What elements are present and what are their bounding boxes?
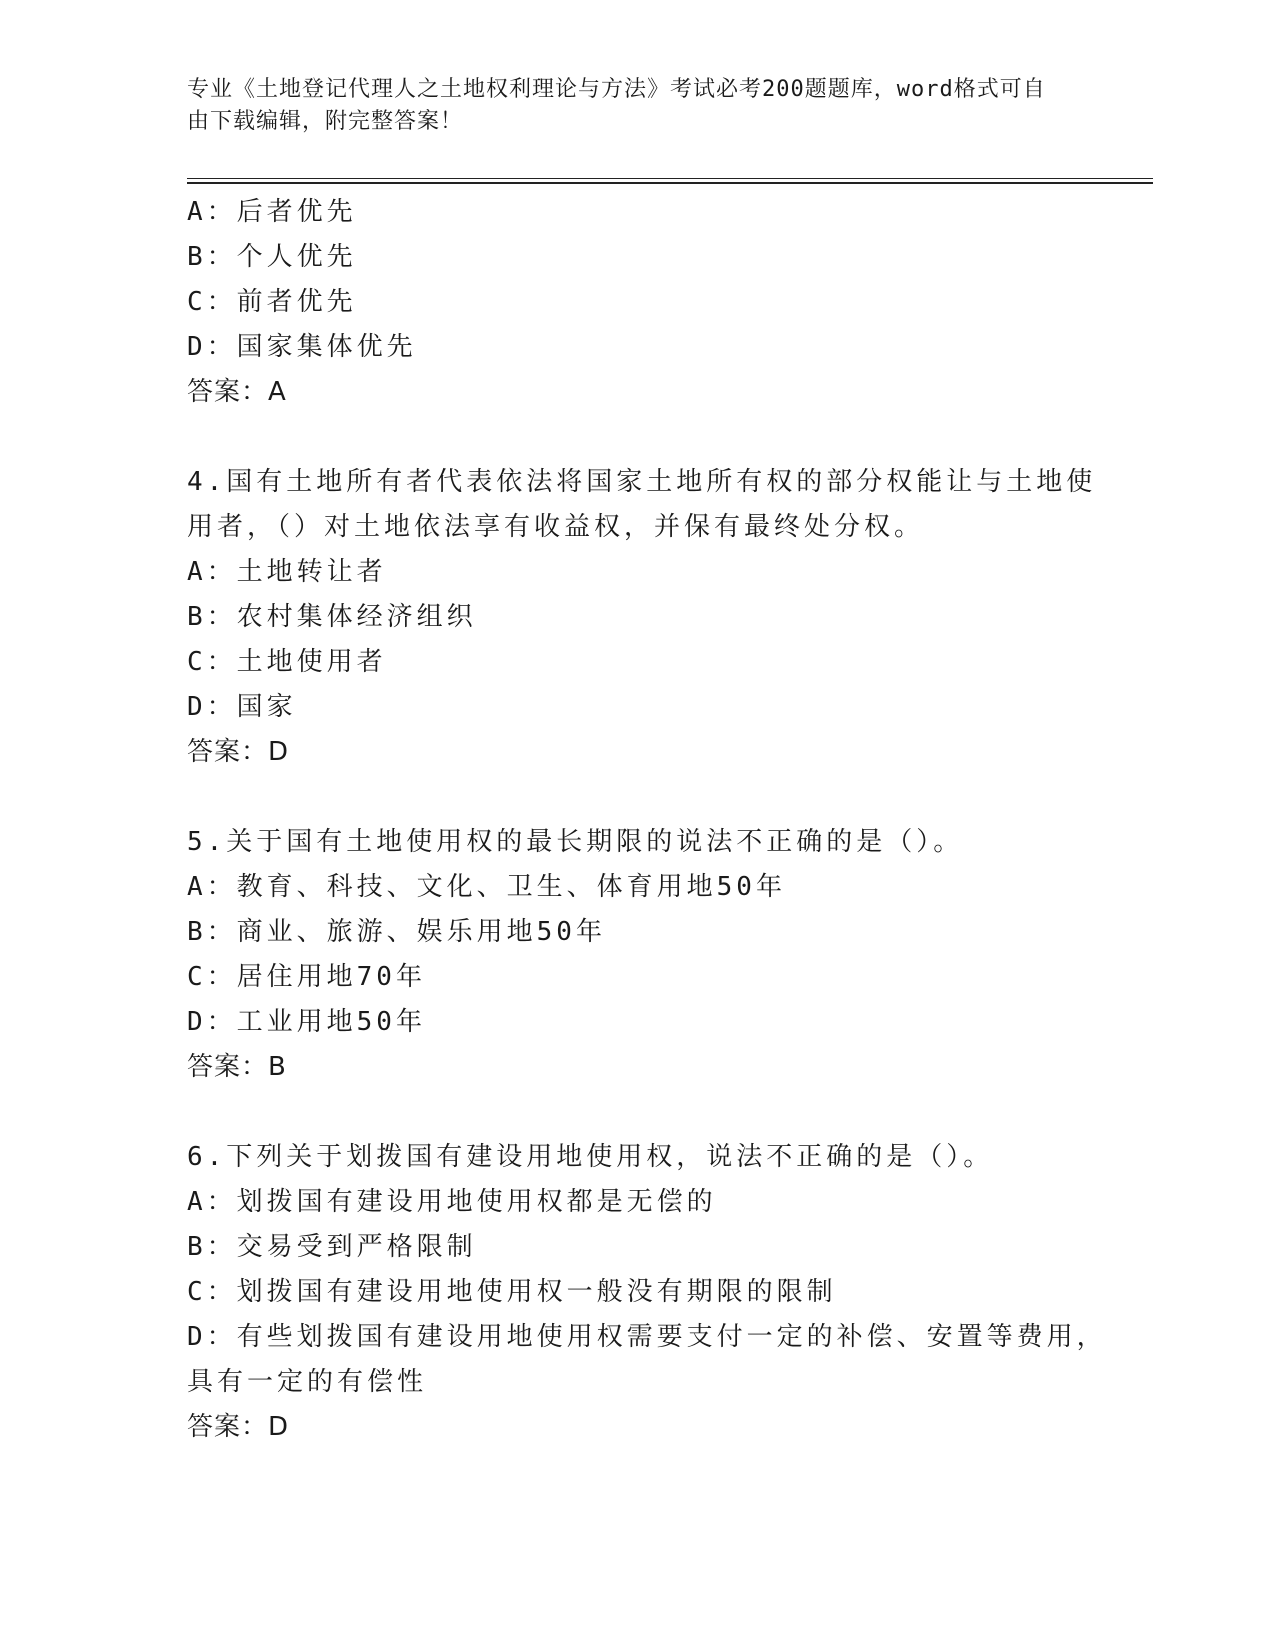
- option-a: A：土地转让者: [187, 557, 387, 587]
- option-d: D：有些划拨国有建设用地使用权需要支付一定的补偿、安置等费用，: [187, 1322, 1107, 1352]
- option-a: A：划拨国有建设用地使用权都是无偿的: [187, 1187, 717, 1217]
- option-d: D：国家: [187, 692, 297, 722]
- header-rule-thick: [187, 182, 1153, 184]
- answer-label: 答案：B: [187, 1052, 287, 1082]
- question-stem: 6.下列关于划拨国有建设用地使用权，说法不正确的是（）。: [187, 1142, 994, 1172]
- document-header: [187, 74, 1067, 138]
- question-stem-continued: 用者，（）对土地依法享有收益权，并保有最终处分权。: [187, 512, 925, 542]
- question-6: [187, 1135, 1107, 1450]
- question-5: [187, 820, 1067, 1090]
- question-3: [187, 190, 1067, 415]
- option-d: D：工业用地50年: [187, 1007, 426, 1037]
- option-b: B：个人优先: [187, 242, 357, 272]
- option-c: C：居住用地70年: [187, 962, 426, 992]
- option-b: B：商业、旅游、娱乐用地50年: [187, 917, 606, 947]
- answer-label: 答案：D: [187, 737, 290, 767]
- answer-label: 答案：A: [187, 377, 287, 407]
- option-d-continued: 具有一定的有偿性: [187, 1367, 428, 1397]
- option-a: A：教育、科技、文化、卫生、体育用地50年: [187, 872, 786, 902]
- header-text: 专业《土地登记代理人之土地权利理论与方法》考试必考200题题库，word格式可自由下载编辑，附完整答案！: [187, 77, 1046, 134]
- option-c: C：前者优先: [187, 287, 357, 317]
- option-a: A：后者优先: [187, 197, 357, 227]
- answer-label: 答案：D: [187, 1412, 290, 1442]
- question-4: [187, 460, 1097, 775]
- question-stem: 5.关于国有土地使用权的最长期限的说法不正确的是（）。: [187, 827, 964, 857]
- option-b: B：农村集体经济组织: [187, 602, 477, 632]
- option-c: C：土地使用者: [187, 647, 387, 677]
- option-d: D：国家集体优先: [187, 332, 417, 362]
- question-list: [187, 190, 1107, 1450]
- question-stem: 4.国有土地所有者代表依法将国家土地所有权的部分权能让与土地使: [187, 467, 1097, 497]
- option-b: B：交易受到严格限制: [187, 1232, 477, 1262]
- header-rule-thin: [187, 178, 1153, 179]
- option-c: C：划拨国有建设用地使用权一般没有期限的限制: [187, 1277, 837, 1307]
